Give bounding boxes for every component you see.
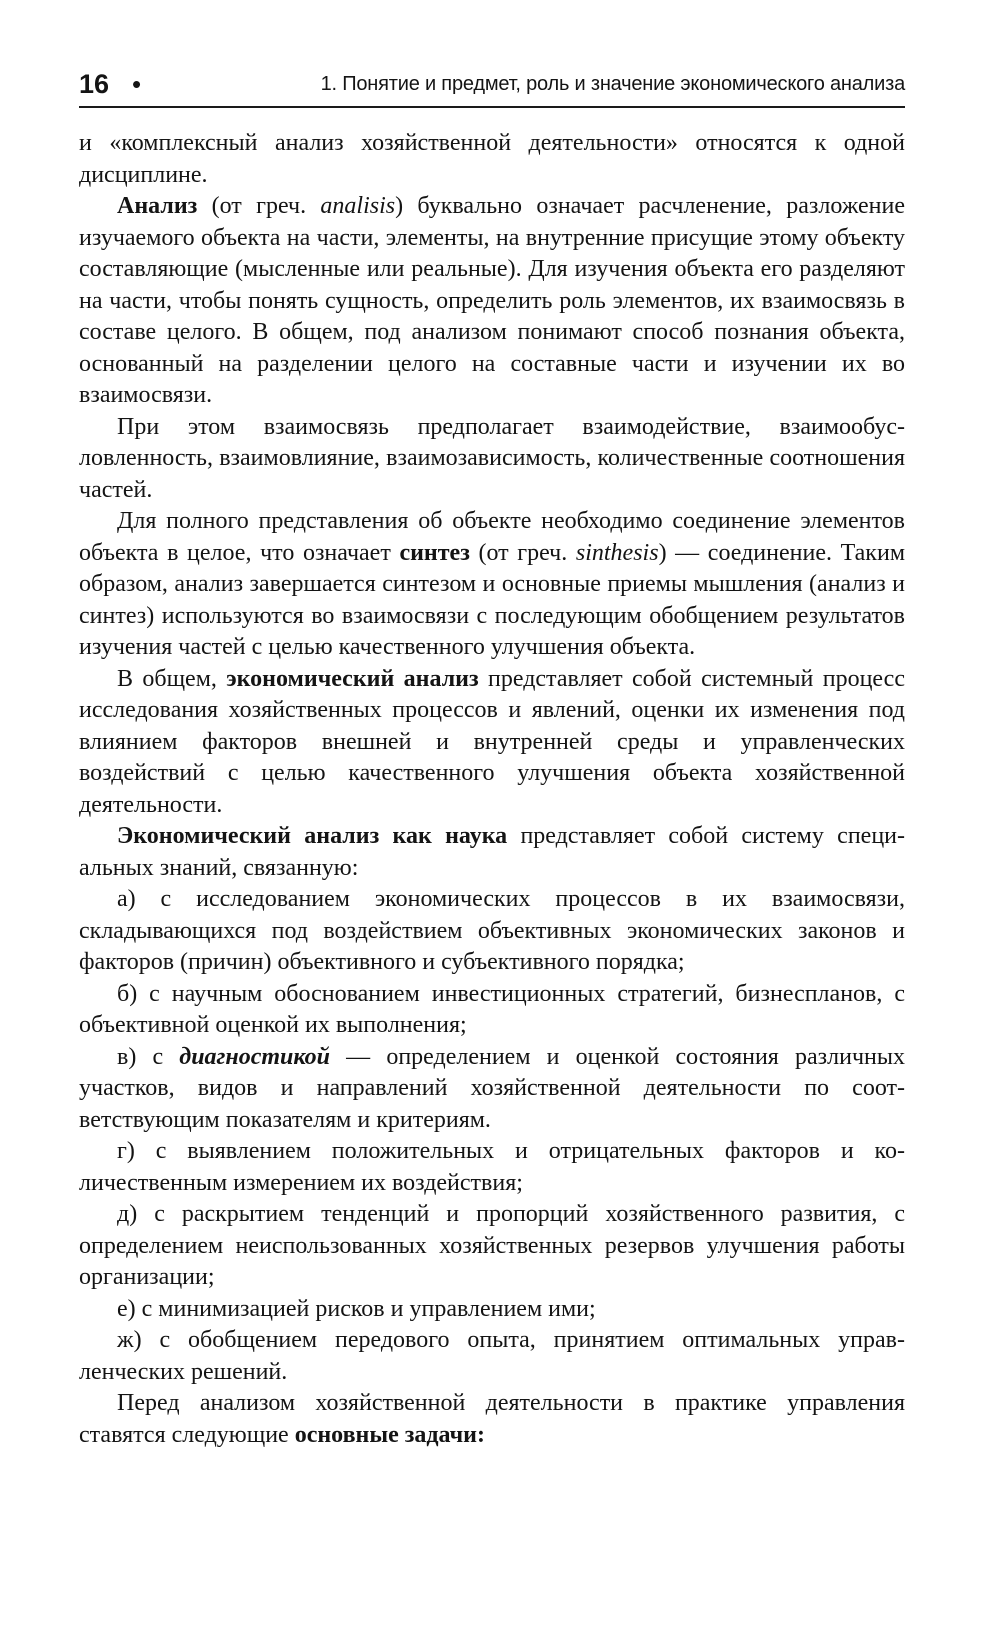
term-synthesis: синтез <box>399 539 470 566</box>
list-item <box>79 1042 905 1137</box>
running-header <box>79 62 905 108</box>
term-economic-analysis: экономический анализ <box>226 665 479 692</box>
body-text <box>79 128 905 1451</box>
term-diagnostics: диагностикой <box>179 1043 330 1070</box>
paragraph-economic-analysis <box>79 664 905 822</box>
list-item: е) с минимизацией рисков и управлением ими; <box>117 1295 596 1322</box>
header-bullet: • <box>132 69 142 99</box>
text-span: — определением и оценкой состояния различных участков, видов и направлений хозяйственной деятельности по соответствующим показателям и критериям. <box>79 1043 905 1133</box>
list-item: б) с научным обоснованием инвестиционных стратегий, бизнеспланов, с объективной оценкой их выполнения; <box>79 980 905 1038</box>
paragraph-tasks-intro <box>79 1388 905 1451</box>
chapter-title: 1. Понятие и предмет, роль и значение экономического анализа <box>320 73 905 95</box>
text-span: Для полного представления об объекте необходимо соединение элементов объекта в целое, что означает <box>79 508 905 566</box>
text-span: ) — соединение. Таким образом, анализ завершается синтезом и основные приемы мышления (анализ и синтез) используются во взаимосвязи с последующим обобщением результатов изучения частей с целью качественного улучшения объекта. <box>79 539 906 660</box>
greek-word: analisis <box>320 193 396 219</box>
page-number: 16 <box>79 69 110 99</box>
text-span: ) буквально означает расчленение, разложение изучаемого объекта на части, элементы, на внутренние присущие этому объекту составляющие (мысленные или реальные). Для изучения объекта его разделяют на части, чтобы понять сущность, определить роль элементов, их взаимосвязь в составе целого. В общем, под анализом понимают способ познания объекта, основанный на разделении целого на составные части и изучении их во взаимосвязи. <box>79 193 905 408</box>
term-analysis-as-science: Экономический анализ как наука <box>117 823 508 849</box>
list-item: д) с раскрытием тенденций и пропорций хозяйственного развития, с определением неиспользованных хозяйственных резервов улучшения работы организации; <box>79 1201 905 1290</box>
text-span: Перед анализом хозяйственной деятельности в практике управления ставятся следующие <box>79 1390 905 1448</box>
paragraph-analysis-definition <box>79 191 905 412</box>
paragraph-analysis-as-science <box>79 821 905 884</box>
greek-word: sinthesis <box>575 539 659 566</box>
paragraph-synthesis <box>79 506 905 664</box>
text-span: В общем, <box>117 665 227 692</box>
text-span: (от греч. <box>197 193 321 219</box>
term-main-tasks: основные задачи: <box>294 1421 485 1448</box>
text-span: (от греч. <box>469 539 576 566</box>
text-span: представляет собой систему специальных знаний, связанную: <box>79 823 906 881</box>
term-analysis: Анализ <box>117 193 198 219</box>
text-span: представляет собой системный процесс исследования хозяйственных процессов и явлений, оценки их изменения под влиянием факторов внешней и внутренней среды и управленческих воздействий с целью качественного улучшения объекта хозяйственной деятельности. <box>79 665 905 818</box>
paragraph-continuation: и «комплексный анализ хозяйственной деятельности» относятся к одной дисциплине. <box>79 130 905 188</box>
list-item: ж) с обобщением передового опыта, принятием оптимальных управленческих решений. <box>79 1327 905 1385</box>
list-item: а) с исследованием экономических процессов в их взаимосвязи, складывающихся под воздействием объективных экономических законов и факторов (причин) объективного и субъективного порядка; <box>79 886 905 975</box>
text-span: в) с <box>117 1043 180 1070</box>
list-item: г) с выявлением положительных и отрицательных факторов и количественным измерением их воздействия; <box>79 1138 905 1196</box>
paragraph-interrelation: При этом взаимосвязь предполагает взаимодействие, взаимообусловленность, взаимовлияние, взаимозависимость, количественные соотношения частей. <box>79 413 905 503</box>
